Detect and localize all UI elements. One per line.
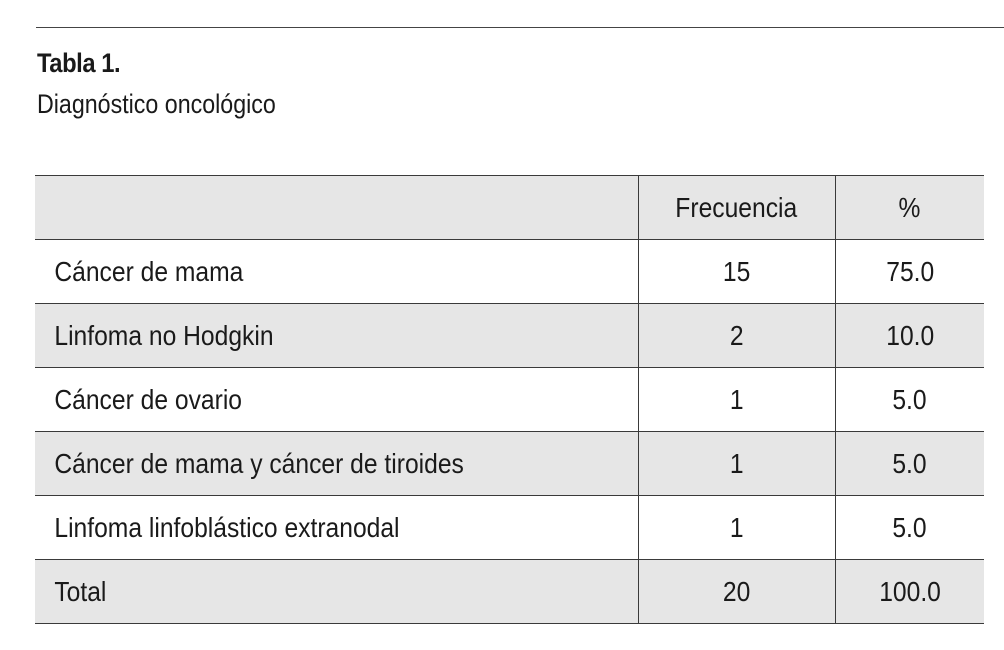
total-frequency-cell: 20	[638, 560, 835, 624]
diagnosis-cell: Linfoma no Hodgkin	[35, 304, 638, 368]
frequency-cell: 1	[638, 496, 835, 560]
table-label: Tabla 1.	[37, 48, 121, 78]
table-caption: Diagnóstico oncológico	[37, 89, 276, 119]
table-row	[35, 240, 984, 304]
table-row	[35, 368, 984, 432]
header-frequency: Frecuencia	[638, 176, 835, 240]
diagnosis-cell: Cáncer de ovario	[35, 368, 638, 432]
table-row	[35, 496, 984, 560]
table-row	[35, 432, 984, 496]
frequency-cell: 15	[638, 240, 835, 304]
percent-cell: 5.0	[835, 432, 984, 496]
total-percent-cell: 100.0	[835, 560, 984, 624]
percent-cell: 5.0	[835, 368, 984, 432]
header-diagnosis	[35, 176, 638, 240]
header-row	[35, 176, 984, 240]
frequency-cell: 1	[638, 368, 835, 432]
frequency-cell: 1	[638, 432, 835, 496]
top-rule	[36, 27, 1004, 28]
total-label-cell: Total	[35, 560, 638, 624]
diagnosis-cell: Cáncer de mama	[35, 240, 638, 304]
percent-cell: 75.0	[835, 240, 984, 304]
percent-cell: 5.0	[835, 496, 984, 560]
diagnosis-table	[35, 175, 984, 624]
frequency-cell: 2	[638, 304, 835, 368]
header-percent: %	[835, 176, 984, 240]
total-row	[35, 560, 984, 624]
diagnosis-cell: Cáncer de mama y cáncer de tiroides	[35, 432, 638, 496]
percent-cell: 10.0	[835, 304, 984, 368]
table-row	[35, 304, 984, 368]
diagnosis-cell: Linfoma linfoblástico extranodal	[35, 496, 638, 560]
